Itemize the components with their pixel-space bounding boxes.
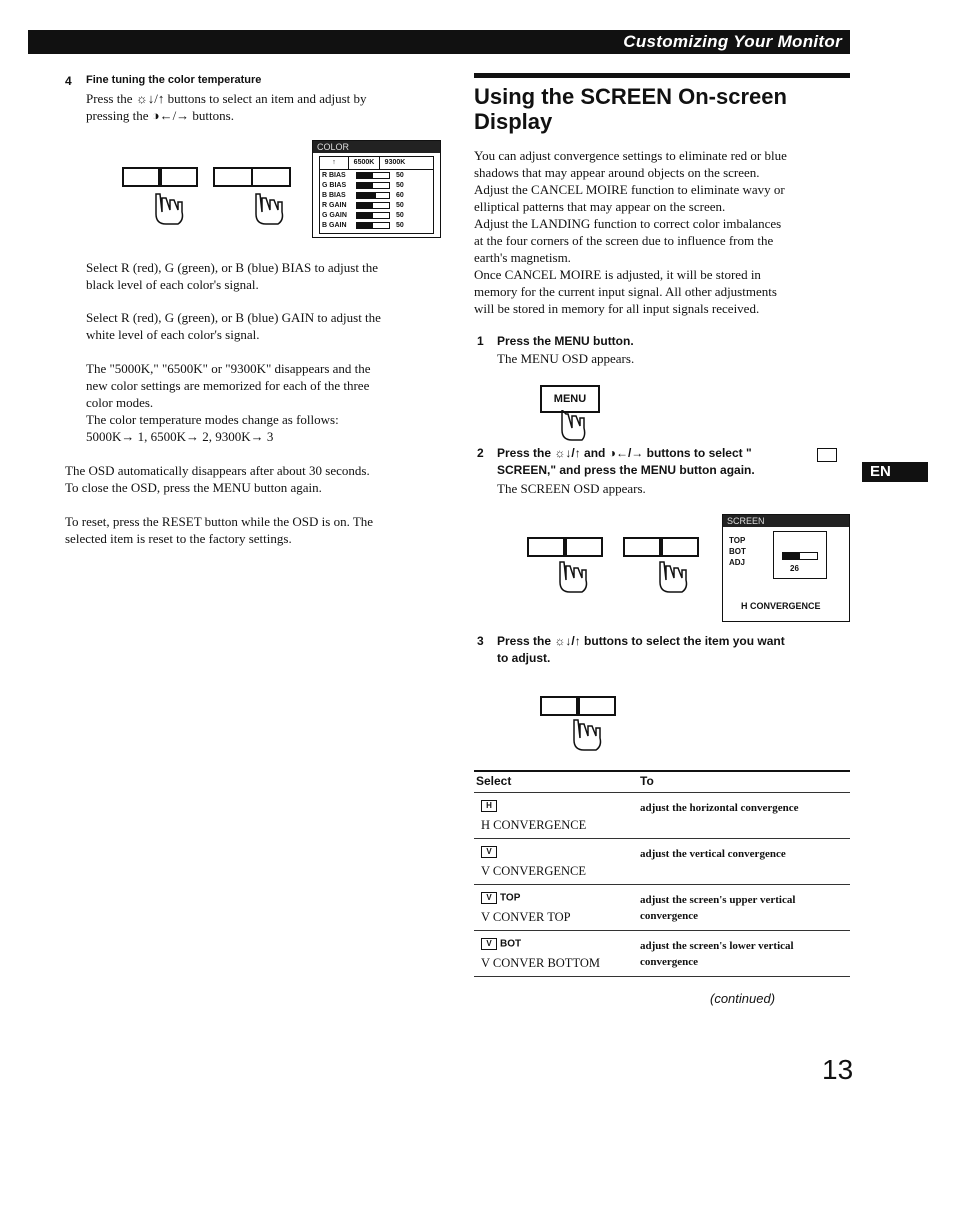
intro-paragraphs [474, 147, 854, 317]
pressing-hand-icon [552, 560, 592, 596]
color-osd-panel [312, 140, 441, 238]
step1-heading: Press the MENU button. [497, 334, 634, 348]
table-row [474, 934, 850, 977]
color-osd-row-label: R GAIN [322, 201, 347, 209]
header-title: Customizing Your Monitor [623, 32, 842, 51]
table-row-desc-b: convergence [640, 910, 699, 922]
up-button-icon [565, 537, 603, 557]
table-row-tag: BOT [500, 938, 522, 950]
color-osd-row-value: 50 [396, 221, 404, 229]
color-osd-row-bar [356, 172, 390, 179]
step1-number: 1 [477, 334, 484, 348]
color-osd-row [320, 180, 433, 190]
step4-text-b: pressing the ◑←/→ buttons. [86, 108, 234, 123]
intro-line: Adjust the CANCEL MOIRE function to eliminate wavy or [474, 182, 785, 197]
convergence-icon: V [481, 846, 497, 858]
intro-line: Adjust the LANDING function to correct color imbalances [474, 216, 782, 231]
down-button-icon [122, 167, 160, 187]
table-row-desc-a: adjust the screen's lower vertical [640, 940, 794, 952]
step4-text-a: Press the ☼↓/↑ buttons to select an item and adjust by [86, 91, 367, 106]
screen-osd-item: BOT [729, 547, 746, 556]
table-row-name: V CONVER TOP [481, 910, 571, 924]
section-title-b: Display [474, 109, 553, 134]
table-row [474, 888, 850, 931]
screen-osd-adjust-box [773, 531, 827, 579]
left-button-icon [623, 537, 661, 557]
intro-line: shadows that may appear around objects on the screen. [474, 165, 760, 180]
screen-menu-icon [817, 448, 837, 462]
color-osd-row [320, 220, 433, 230]
table-row-tag: TOP [500, 892, 521, 904]
intro-line: earth's magnetism. [474, 250, 571, 265]
step1-text: The MENU OSD appears. [497, 351, 635, 366]
continued-note: (continued) [710, 991, 776, 1006]
pressing-hand-icon [148, 192, 188, 228]
reset-text-b: selected item is reset to the factory settings. [65, 531, 292, 546]
color-osd-row-label: G BIAS [322, 181, 347, 189]
color-osd-row-label: B GAIN [322, 221, 347, 229]
intro-line: elliptical patterns that may appear on the screen. [474, 199, 726, 214]
contrast-buttons-illustration [623, 527, 703, 557]
intro-line: memory for the current input signal. All other adjustments [474, 284, 777, 299]
right-button-icon [661, 537, 699, 557]
gain-text-a: Select R (red), G (green), or B (blue) GAIN to adjust the [86, 310, 381, 325]
color-osd-row-label: G GAIN [322, 211, 347, 219]
convergence-icon: H [481, 800, 497, 812]
table-row-name: V CONVERGENCE [481, 864, 586, 878]
screen-osd-value: 26 [790, 564, 799, 573]
brightness-buttons-illustration [527, 527, 607, 557]
step2-heading-b: SCREEN," and press the MENU button again. [497, 463, 755, 477]
left-button-icon [213, 167, 253, 187]
table-row-desc-b: convergence [640, 956, 699, 968]
color-osd-row-bar [356, 182, 390, 189]
screen-osd-caption: H CONVERGENCE [741, 601, 821, 611]
convergence-icon: V [481, 892, 497, 904]
color-osd-row-value: 50 [396, 211, 404, 219]
table-header-rule [474, 792, 850, 793]
table-row-desc-a: adjust the screen's upper vertical [640, 894, 796, 906]
screen-osd-panel [722, 514, 850, 622]
down-button-icon [540, 696, 578, 716]
color-osd-row [320, 170, 433, 180]
color-osd-body [319, 156, 434, 234]
screen-osd-item: ADJ [729, 558, 746, 567]
table-row-name: H CONVERGENCE [481, 818, 587, 832]
step4-number: 4 [65, 74, 72, 88]
right-button-icon [251, 167, 291, 187]
step4-heading: Fine tuning the color temperature [86, 74, 262, 86]
color-osd-row [320, 190, 433, 200]
language-tab-en: EN [862, 462, 928, 482]
brightness-buttons-illustration [122, 157, 198, 185]
color-osd-row-value: 50 [396, 171, 404, 179]
screen-osd-item: TOP [729, 536, 746, 545]
step2-number: 2 [477, 446, 484, 460]
pressing-hand-icon [556, 410, 588, 444]
color-osd-row-value: 60 [396, 191, 404, 199]
reset-text-a: To reset, press the RESET button while the OSD is on. The [65, 514, 374, 529]
intro-line: Once CANCEL MOIRE is adjusted, it will be stored in [474, 267, 761, 282]
pressing-hand-icon [566, 718, 606, 754]
step3-number: 3 [477, 634, 484, 648]
header-bar [28, 30, 850, 54]
step2-text: The SCREEN OSD appears. [497, 481, 646, 496]
step3-heading-a: Press the ☼↓/↑ buttons to select the item you want [497, 634, 785, 648]
table-header-to: To [640, 774, 654, 788]
intro-line: at the four corners of the screen due to influence from the [474, 233, 774, 248]
table-row-icon-line [481, 800, 500, 812]
disappear-text-b: new color settings are memorized for each of the three [86, 378, 370, 393]
brightness-buttons-illustration [540, 686, 620, 716]
change-text-b: 5000K→ 1, 6500K→ 2, 9300K→ 3 [86, 429, 274, 444]
step2-heading-a: Press the ☼↓/↑ and ◑←/→ buttons to select " [497, 446, 752, 460]
page-number: 13 [822, 1054, 854, 1085]
color-osd-row-bar [356, 212, 390, 219]
convergence-icon: V [481, 938, 497, 950]
gain-text-b: white level of each color's signal. [86, 327, 260, 342]
color-osd-row-bar [356, 192, 390, 199]
osd-text-b: To close the OSD, press the MENU button again. [65, 480, 322, 495]
menu-button-illustration: MENU [540, 385, 600, 413]
osd-text-a: The OSD automatically disappears after about 30 seconds. [65, 463, 370, 478]
section-rule [474, 73, 850, 78]
table-row-desc-a: adjust the horizontal convergence [640, 802, 799, 814]
table-row-icon-line [481, 938, 521, 950]
color-osd-row-label: B BIAS [322, 191, 346, 199]
screen-osd-slider [782, 552, 818, 560]
pressing-hand-icon [248, 192, 288, 228]
table-row-icon-line [481, 846, 500, 858]
table-row [474, 842, 850, 885]
color-osd-row-value: 50 [396, 181, 404, 189]
down-button-icon [527, 537, 565, 557]
bias-text-a: Select R (red), G (green), or B (blue) BIAS to adjust the [86, 260, 379, 275]
pressing-hand-icon [652, 560, 692, 596]
screen-osd-items [729, 535, 746, 568]
color-osd-row-label: R BIAS [322, 171, 346, 179]
intro-line: You can adjust convergence settings to eliminate red or blue [474, 148, 787, 163]
color-osd-header-b: 6500K [348, 157, 379, 169]
disappear-text-a: The "5000K," "6500K" or "9300K" disappears and the [86, 361, 371, 376]
disappear-text-c: color modes. [86, 395, 154, 410]
intro-line: will be stored in memory for all input signals received. [474, 301, 760, 316]
color-osd-header-a: ↑ [332, 159, 336, 166]
contrast-buttons-illustration [213, 157, 291, 185]
table-row-name: V CONVER BOTTOM [481, 956, 600, 970]
color-osd-row [320, 200, 433, 210]
change-text-a: The color temperature modes change as follows: [86, 412, 339, 427]
color-osd-title: COLOR [313, 141, 440, 153]
step3-heading-b: to adjust. [497, 651, 551, 665]
table-row-icon-line [481, 892, 520, 904]
color-osd-row [320, 210, 433, 220]
bias-text-b: black level of each color's signal. [86, 277, 259, 292]
table-header-select: Select [476, 774, 512, 788]
table-top-rule [474, 770, 850, 772]
screen-osd-title: SCREEN [723, 515, 849, 527]
color-osd-header-c: 9300K [379, 157, 410, 169]
color-osd-row-bar [356, 222, 390, 229]
table-row-desc-a: adjust the vertical convergence [640, 848, 786, 860]
color-osd-rows [320, 170, 433, 230]
table-row [474, 796, 850, 839]
up-button-icon [160, 167, 198, 187]
color-osd-row-value: 50 [396, 201, 404, 209]
color-osd-row-bar [356, 202, 390, 209]
up-button-icon [578, 696, 616, 716]
section-title-a: Using the SCREEN On-screen [474, 84, 787, 109]
